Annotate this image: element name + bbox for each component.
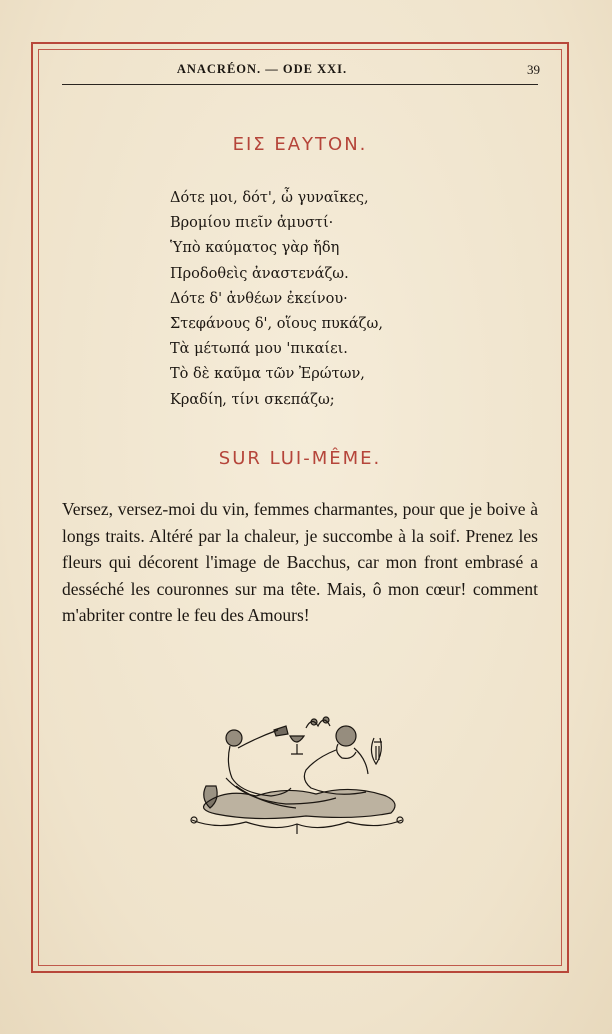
- poem-line: Τὸ δὲ καῦμα τῶν Ἐρώτων,: [170, 366, 365, 383]
- french-translation: Versez, versez-moi du vin, femmes charmantes, pour que je boive à longs traits. Altéré par la chaleur, je succombe à la soif. Prenez les fleurs qui décorent l'image de Bacchus, car mon front embrasé a desséché les couronnes sur ma tête. Mais, ô mon cœur! comment m'abriter contre le feu des Amours!: [62, 499, 538, 625]
- poem-line: Δότε μοι, δότ', ὦ γυναῖκες,: [170, 190, 369, 206]
- running-title: ANACRÉON. — ODE XXI.: [176, 62, 348, 76]
- poem-line: Προδοθεὶς ἀναστενάζω.: [170, 265, 349, 282]
- poem-line: Βρομίου πιεῖν ἀμυστί·: [170, 215, 334, 232]
- poem-line: Δότε δ' ἀνθέων ἐκείνου·: [170, 290, 348, 307]
- french-title: SUR LUI-MÊME.: [218, 448, 382, 469]
- greek-poem: [170, 186, 490, 413]
- poem-line: Στεφάνους δ', οἵους πυκάζω,: [170, 316, 383, 333]
- header-rule: [62, 84, 538, 85]
- poem-line: Κραδίη, τίνι σκεπάζω;: [170, 391, 335, 408]
- poem-line: Ὑπὸ καύματος γὰρ ἤδη: [170, 240, 340, 257]
- page-number: 39: [527, 62, 540, 77]
- running-head: [62, 62, 542, 82]
- bacchic-vignette-illustration: [186, 708, 408, 836]
- poem-line: Τὰ μέτωπά μου 'πικαίει.: [170, 341, 348, 358]
- greek-title: ΕΙΣ ΕΑΥΤΟΝ.: [232, 134, 368, 155]
